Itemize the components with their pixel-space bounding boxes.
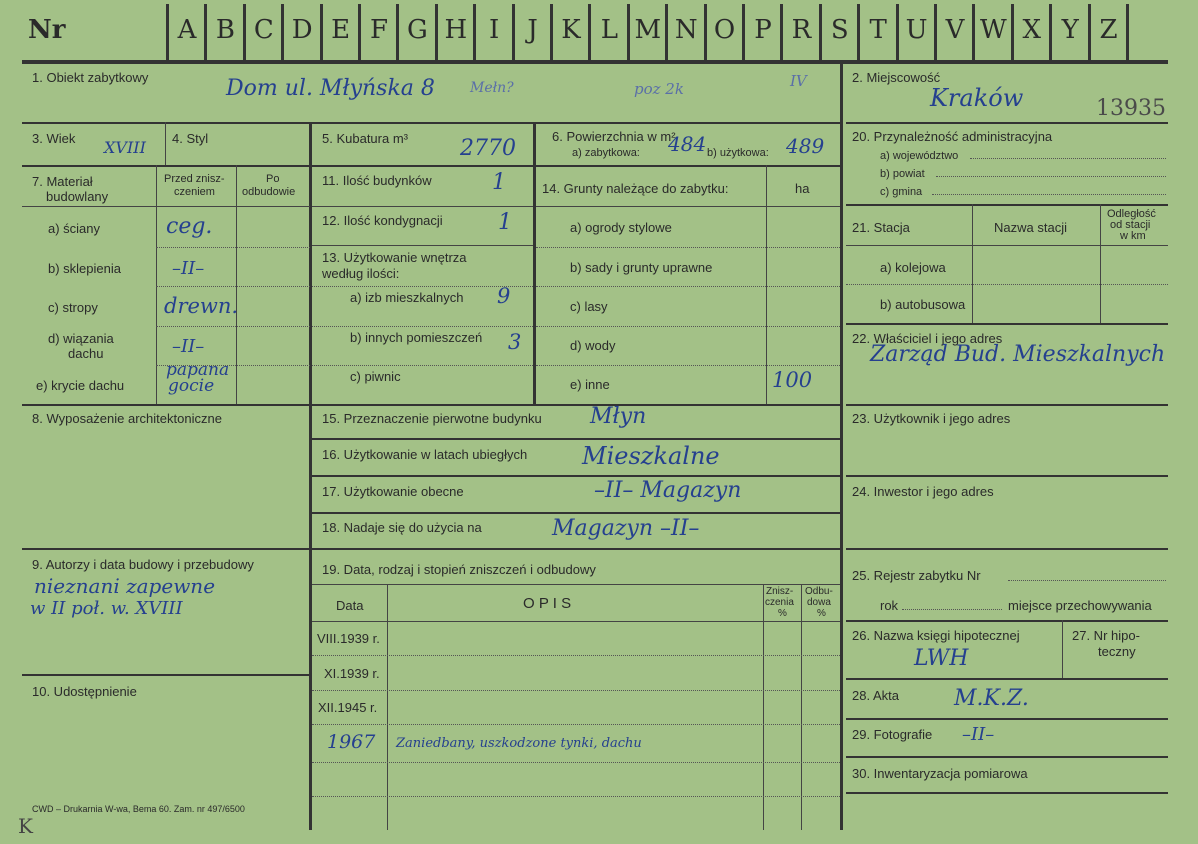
field-20b-label: b) powiat bbox=[880, 168, 925, 180]
field-7-after-label: Po bbox=[266, 173, 280, 185]
date-header: Data bbox=[336, 598, 364, 613]
printer-footer: CWD – Drukarnia W-wa, Bema 60. Zam. nr 497/6500 bbox=[32, 804, 245, 814]
hw-vaults: –II– bbox=[172, 258, 205, 279]
index-letter: V bbox=[945, 15, 965, 45]
index-letter: T bbox=[869, 15, 887, 45]
field-1-label: 1. Obiekt zabytkowy bbox=[32, 70, 149, 85]
hw-place: Kraków bbox=[930, 84, 1024, 112]
field-20a-label: a) województwo bbox=[880, 150, 959, 162]
index-letter: Z bbox=[1099, 15, 1118, 45]
index-letter: Y bbox=[1061, 15, 1079, 45]
field-6b-label: b) użytkowa: bbox=[707, 147, 769, 159]
hw-century: XVIII bbox=[104, 138, 146, 157]
field-11-label: 11. Ilość budynków bbox=[322, 173, 432, 188]
index-letter: K bbox=[561, 15, 581, 45]
forests-label: c) lasy bbox=[570, 299, 608, 314]
field-8-label: 8. Wyposażenie architektoniczne bbox=[32, 411, 222, 426]
field-7-before-label-2: czeniem bbox=[174, 186, 215, 198]
hw-owner: Zarząd Bud. Mieszkalnych bbox=[870, 342, 1166, 367]
rail-label: a) kolejowa bbox=[880, 260, 946, 275]
index-letter: L bbox=[600, 15, 619, 45]
field-24-label: 24. Inwestor i jego adres bbox=[852, 484, 994, 499]
rooms-label: a) izb mieszkalnych bbox=[350, 290, 464, 305]
field-20c-label: c) gmina bbox=[880, 186, 923, 198]
index-letter: N bbox=[674, 15, 698, 45]
field-14-label: 14. Grunty należące do zabytku: bbox=[542, 181, 729, 196]
index-letter: P bbox=[754, 15, 772, 45]
vaults-label: b) sklepienia bbox=[48, 261, 121, 276]
field-2-label: 2. Miejscowość bbox=[852, 70, 941, 85]
hw-current-use: –II– Magazyn bbox=[594, 478, 742, 503]
distance-label-3: w km bbox=[1120, 230, 1146, 242]
field-20-label: 20. Przynależność administracyjna bbox=[852, 129, 1053, 144]
register-year-label: rok bbox=[880, 598, 899, 613]
rebuild-header: Odbu- bbox=[805, 586, 833, 597]
field-5-label: 5. Kubatura m³ bbox=[322, 131, 408, 146]
index-letter: D bbox=[291, 15, 313, 45]
date-row-3: XII.1945 r. bbox=[318, 700, 378, 715]
hw-roof: –II– bbox=[172, 336, 205, 357]
field-9-label: 9. Autorzy i data budowy i przebudowy bbox=[32, 557, 254, 572]
roof-truss-label-2: dachu bbox=[68, 346, 104, 361]
damage-header: Znisz- bbox=[766, 586, 794, 597]
hw-other-rooms: 3 bbox=[508, 330, 522, 354]
date-row-2: XI.1939 r. bbox=[324, 666, 380, 681]
field-7-label: 7. Materiał bbox=[32, 174, 93, 189]
distance-label: Odległość bbox=[1107, 208, 1156, 220]
other-land-label: e) inne bbox=[570, 377, 610, 392]
hw-area-use: 489 bbox=[786, 134, 825, 158]
index-letter: C bbox=[253, 15, 274, 45]
field-27-label: 27. Nr hipo- bbox=[1072, 628, 1140, 643]
bus-label: b) autobusowa bbox=[880, 297, 966, 312]
field-6-label: 6. Powierzchnia w m² bbox=[552, 129, 676, 144]
hw-object-note: Mełn? bbox=[470, 80, 514, 96]
hw-original-use: Młyn bbox=[590, 404, 647, 429]
index-letter: M bbox=[634, 15, 662, 45]
field-25-label: 25. Rejestr zabytku Nr bbox=[852, 568, 981, 583]
index-letter: S bbox=[830, 15, 849, 45]
roof-cover-label: e) krycie dachu bbox=[36, 378, 125, 393]
field-7-label-2: budowlany bbox=[46, 189, 109, 204]
gardens-label: a) ogrody stylowe bbox=[570, 220, 672, 235]
index-letter: R bbox=[791, 15, 812, 45]
index-letter: A bbox=[177, 15, 197, 45]
ha-label: ha bbox=[795, 181, 810, 196]
hw-area-hist: 484 bbox=[668, 132, 707, 156]
hw-card-number: 13935 bbox=[1096, 96, 1166, 121]
hw-authors: nieznani zapewne bbox=[34, 574, 216, 598]
rebuild-header-3: % bbox=[817, 608, 826, 619]
index-letter: O bbox=[713, 15, 736, 45]
roof-truss-label: d) wiązania bbox=[48, 331, 114, 346]
field-21-label: 21. Stacja bbox=[852, 220, 910, 235]
field-7-before-label: Przed znisz- bbox=[164, 173, 225, 185]
field-18-label: 18. Nadaje się do użycia na bbox=[322, 520, 482, 535]
hw-photos: –II– bbox=[962, 724, 995, 745]
index-letter: U bbox=[905, 15, 928, 45]
walls-label: a) ściany bbox=[48, 221, 101, 236]
hw-floors: 1 bbox=[498, 210, 512, 235]
field-15-label: 15. Przeznaczenie pierwotne budynku bbox=[322, 411, 542, 426]
field-29-label: 29. Fotografie bbox=[852, 727, 933, 742]
index-letter: E bbox=[331, 15, 351, 45]
field-16-label: 16. Użytkowanie w latach ubiegłych bbox=[322, 447, 528, 462]
hw-corner-mark: K bbox=[18, 814, 33, 838]
hw-object: Dom ul. Młyńska 8 bbox=[226, 76, 435, 101]
letter-divider bbox=[1126, 4, 1129, 60]
field-7-after-label-2: odbudowie bbox=[242, 186, 296, 198]
hw-year: 1967 bbox=[327, 731, 376, 753]
field-27-label-2: teczny bbox=[1098, 644, 1136, 659]
field-3-label: 3. Wiek bbox=[32, 131, 76, 146]
other-rooms-label: b) innych pomieszczeń bbox=[350, 330, 483, 345]
header-rule bbox=[22, 60, 1168, 64]
index-letter: X bbox=[1022, 15, 1042, 45]
hw-suitable-for: Magazyn –II– bbox=[552, 516, 700, 541]
index-letter: W bbox=[980, 15, 1007, 45]
field-4-label: 4. Styl bbox=[172, 131, 209, 146]
field-26-label: 26. Nazwa księgi hipotecznej bbox=[852, 628, 1020, 643]
date-row-1: VIII.1939 r. bbox=[317, 631, 380, 646]
orchards-label: b) sady i grunty uprawne bbox=[570, 260, 713, 275]
hw-walls: ceg. bbox=[166, 214, 213, 239]
index-letter: J bbox=[527, 15, 538, 45]
field-17-label: 17. Użytkowanie obecne bbox=[322, 484, 464, 499]
hw-mortgage-book: LWH bbox=[914, 646, 969, 671]
description-header: O P I S bbox=[523, 595, 572, 612]
index-letter: G bbox=[407, 15, 428, 45]
header-nr: Nr bbox=[28, 15, 66, 45]
hw-object-mark: IV bbox=[790, 72, 807, 90]
field-30-label: 30. Inwentaryzacja pomiarowa bbox=[852, 766, 1028, 781]
field-6a-label: a) zabytkowa: bbox=[572, 147, 640, 159]
distance-label-2: od stacji bbox=[1110, 219, 1151, 231]
register-place-label: miejsce przechowywania bbox=[1008, 598, 1152, 613]
index-letter: B bbox=[215, 15, 235, 45]
hw-description: Zaniedbany, uszkodzone tynki, dachu bbox=[396, 736, 642, 751]
damage-header-2: czenia bbox=[765, 597, 794, 608]
waters-label: d) wody bbox=[570, 338, 616, 353]
hw-past-use: Mieszkalne bbox=[582, 442, 720, 470]
index-letter: F bbox=[369, 15, 389, 45]
damage-header-3: % bbox=[778, 608, 787, 619]
index-letter: H bbox=[444, 15, 468, 45]
rebuild-header-2: dowa bbox=[807, 597, 831, 608]
hw-volume: 2770 bbox=[460, 136, 516, 161]
field-13-label: 13. Użytkowanie wnętrza bbox=[322, 250, 467, 265]
field-13-label-2: według ilości: bbox=[322, 266, 400, 281]
hw-cover-2: gocie bbox=[168, 376, 215, 396]
station-name-label: Nazwa stacji bbox=[994, 220, 1067, 235]
hw-cover: papana bbox=[166, 360, 230, 380]
hw-authors-2: w II poł. w. XVIII bbox=[30, 598, 183, 619]
field-10-label: 10. Udostępnienie bbox=[32, 684, 137, 699]
field-12-label: 12. Ilość kondygnacji bbox=[322, 213, 443, 228]
hw-object-pos: poz 2k bbox=[634, 80, 684, 98]
field-19-label: 19. Data, rodzaj i stopień zniszczeń i odbudowy bbox=[322, 562, 596, 577]
hw-buildings: 1 bbox=[492, 170, 506, 195]
field-28-label: 28. Akta bbox=[852, 688, 899, 703]
hw-other-land: 100 bbox=[772, 368, 813, 392]
hw-rooms: 9 bbox=[497, 284, 511, 308]
index-letter: I bbox=[489, 15, 500, 45]
field-22-label: 22. Właściciel i jego adres bbox=[852, 331, 1003, 346]
field-23-label: 23. Użytkownik i jego adres bbox=[852, 411, 1011, 426]
hw-files: M.K.Z. bbox=[954, 686, 1029, 711]
cellars-label: c) piwnic bbox=[350, 369, 401, 384]
hw-ceilings: drewn. bbox=[164, 294, 239, 318]
ceilings-label: c) stropy bbox=[48, 300, 98, 315]
